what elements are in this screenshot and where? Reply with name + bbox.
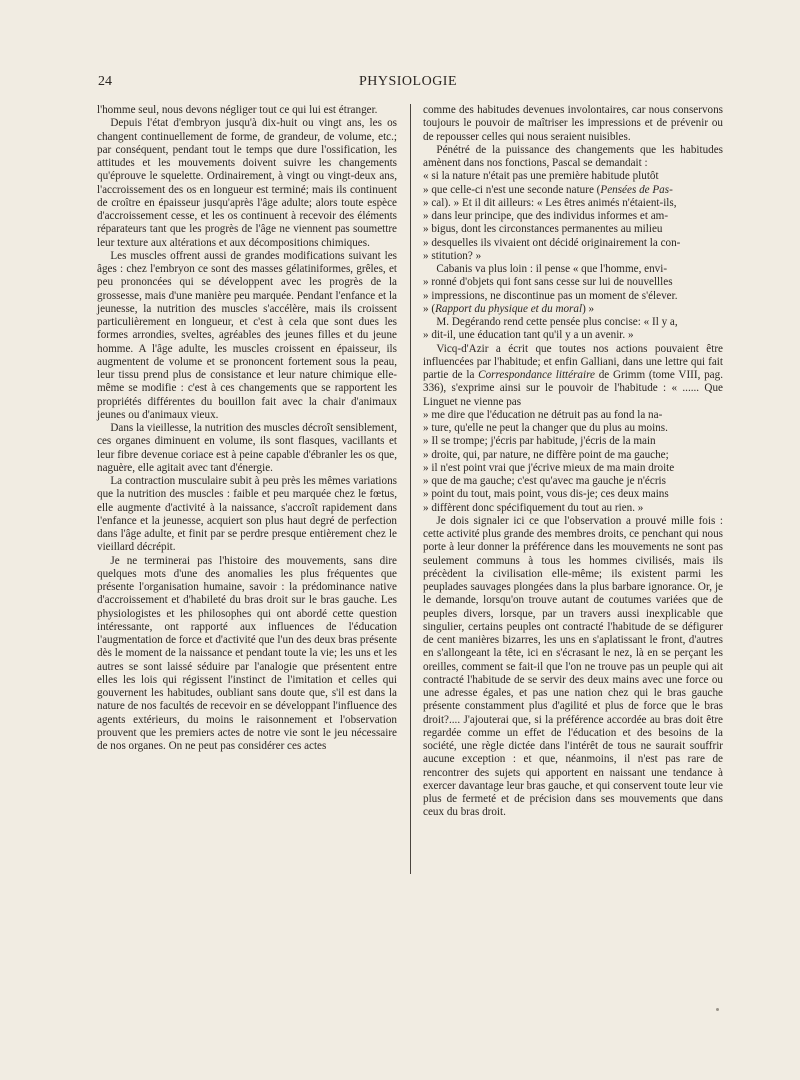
quote-line: » Il se trompe; j'écris par habitude, j'écris de la main xyxy=(423,435,656,448)
paragraph: Je ne terminerai pas l'histoire des mouvements, sans dire quelques mots d'une des anomalies les plus fréquentes que présente l'organisation humaine, savoir : la prédominance native d'accroissement et d'habileté du bras droit sur le bras gauche. Les physiologistes et les philosophes qui ont abordé cette question intéressante, ont rapporté aux influences de l'éducation l'augmentation de force et d'activité que l'un des deux bras présente dès le moment de la naissance et pendant toute la vie; les uns et les autres se sont laissé séduire par l'analogie que présentent entre elles les lois qui régissent l'instinct de l'imitation et celles qui gouvernent les habitudes, oubliant sans doute que, s'il est dans la nature de nos facultés de recevoir en se développant l'influence des agents extérieurs, du moins le raisonnement et l'observation prouvent que les premiers actes de notre vie sont le jeu nécessaire de nos organes. On ne peut pas considérer ces actes xyxy=(97,554,397,752)
galliani-quote xyxy=(423,409,723,515)
book-title: Pensées de Pas- xyxy=(600,183,673,196)
running-title: PHYSIOLOGIE xyxy=(358,74,458,89)
quote-line: » (Rapport du physique et du moral) » xyxy=(423,302,595,315)
cabanis-quote xyxy=(423,276,723,316)
quote-line: » stitution? » xyxy=(423,249,482,262)
quote-line: » dit-il, une éducation tant qu'il y a un avenir. » xyxy=(423,329,634,342)
quote-line: » ture, qu'elle ne peut la changer que du plus au moins. xyxy=(423,422,668,434)
quote-line: « si la nature n'était pas une première habitude plutôt xyxy=(423,170,659,183)
book-title: Rapport du physique et du moral xyxy=(435,302,583,315)
page-header xyxy=(98,74,718,96)
quote-line: » bigus, dont les circonstances permanentes au milieu xyxy=(423,223,663,236)
quote-line: » me dire que l'éducation ne détruit pas au fond la na- xyxy=(423,408,663,421)
paper-speck xyxy=(716,1008,719,1011)
paragraph-pascal xyxy=(423,144,723,171)
paragraph: Depuis l'état d'embryon jusqu'à dix-huit ou vingt ans, les os changent continuellement de forme, de grandeur, de volume, etc.; par conséquent, pendant tout le temps que dure l'ossification, les attitudes et les mouvements doivent suivre les changements qu'éprouve le squelette. Ordinairement, à vingt ou vingt-deux ans, l'accroissement des os en longueur est terminé; mais ils continuent de croître en épaisseur jusqu'après l'âge adulte; alors toute espèce d'accroissement cesse, et les os continuent à recevoir des éléments réparateurs tant que les progrès de l'âge ne viennent pas soumettre leur texture aux altérations et aux décompositions chimiques. xyxy=(97,117,397,249)
quote-line: » impressions, ne discontinue pas un moment de s'élever. xyxy=(423,289,678,302)
paragraph: Dans la vieillesse, la nutrition des muscles décroît sensiblement, ces organes diminuent en volume, ils sont flasques, vacillants et leur fibre devenue coriace est à peine capable d'ébranler les os que, naguère, elle agitait avec tant d'énergie. xyxy=(97,422,397,474)
quote-line: » ronné d'objets qui font sans cesse sur lui de nouvellles xyxy=(423,276,673,289)
paragraph: comme des habitudes devenues involontaires, car nous conservons toujours le pouvoir de maîtriser les impressions et de prévenir ou de repousser celles qui nous seraient nuisibles. xyxy=(423,104,723,143)
paragraph: Je dois signaler ici ce que l'observation a prouvé mille fois : cette activité plus grande des membres droits, ce penchant qui nous porte à leur donner la préférence dans les mouvements ne sont pas seulement communs à tous les hommes civilisés, mais ils précèdent la civilisation elle-même; ils existent parmi les peuplades sauvages plongées dans la plus barbare ignorance. Or, je le demande, lorsqu'on trouve autant de coutumes variées que de peuples divers, lorsque, par un travers aussi inexplicable que singulier, certains peuples ont contracté l'habitude de se défigurer de cent manières bizarres, les uns en s'aplatissant le front, d'autres en s'allongeant la tête, ici en s'écrasant le nez, là en se perçant les oreilles, comment se fait-il que l'on ne trouve pas un peuple qui ait contracté l'habitude de se servir des deux mains avec une force ou une adresse égales, et pas une nation chez qui le bras gauche présente constamment plus d'agilité et plus de force que le bras droit?.... J'ajouterai que, si la préférence accordée au bras doit être regardée comme un effet de l'éducation et des besoins de la société, une règle dictée dans l'intérêt de tous ne saurait souffrir aucune exception : et que, néanmoins, il n'est pas rare de rencontrer des sujets qui apportent en naissant une tendance à exercer davantage leur bras gauche, et qui conservent toute leur vie plus de fermeté et de précision dans ses mouvements que dans ceux du bras droit. xyxy=(423,514,723,819)
quote-line: » diffèrent donc spécifiquement du tout au rien. » xyxy=(423,501,644,514)
page-number: 24 xyxy=(98,74,112,89)
paragraph-cabanis: Cabanis va plus loin : il pense « que l'homme, envi- xyxy=(436,263,668,275)
book-title: Correspondance littéraire xyxy=(478,369,595,381)
quote-line: » que de ma gauche; c'est qu'avec ma gauche je n'écris xyxy=(423,475,666,487)
pascal-quote xyxy=(423,170,723,263)
quote-line: » point du tout, mais point, vous dis-je; ces deux mains xyxy=(423,488,669,501)
pascal-intro: Pénétré de la puissance des changements que les habitudes amènent dans nos fonctions, Pascal se demandait : xyxy=(423,143,723,169)
paragraph-degerando: M. Degérando rend cette pensée plus concise: « Il y a, xyxy=(436,316,678,328)
quote-line: » cal). » Et il dit ailleurs: « Les êtres animés n'étaient-ils, xyxy=(423,196,677,209)
right-column xyxy=(423,104,723,820)
quote-line: » il n'est point vrai que j'écrive mieux de ma main droite xyxy=(423,461,675,474)
left-column xyxy=(97,104,397,753)
quote-line: » que celle-ci n'est une seconde nature (Pensées de Pas- xyxy=(423,183,673,196)
column-divider xyxy=(410,104,411,874)
quote-line: » droite, qui, par nature, ne diffère point de ma gauche; xyxy=(423,448,669,461)
degerando-quote xyxy=(423,329,723,342)
quote-line: » dans leur principe, que des individus informes et am- xyxy=(423,210,669,222)
paragraph-vicq: Vicq-d'Azir a écrit que toutes nos actions pouvaient être influencées par l'habitude; et enfin Galliani, dans une lettre qui fait partie de la Correspondance littéraire de Grimm (tome VIII, pag. 336), s'exprime ainsi sur le pouvoir de l'habitude : « ...... Que Linguet ne vienne pas xyxy=(423,342,723,408)
paragraph: La contraction musculaire subit à peu près les mêmes variations que la nutrition des muscles : faible et peu marquée chez le fœtus, elle augmente d'activité à la naissance, s'accroît rapidement dans l'enfance et la jeunesse, acquiert son plus haut degré de perfection dans l'âge adulte, et finit par se perdre presque entièrement chez le vieillard décrépit. xyxy=(97,475,397,554)
paragraph: l'homme seul, nous devons négliger tout ce qui lui est étranger. xyxy=(97,104,378,116)
paragraph: Les muscles offrent aussi de grandes modifications suivant les âges : chez l'embryon ce sont des masses gélatiniformes, grêles, et peu prononcées qui se développent avec les progrès de la grossesse, mais d'une manière peu marquée. Pendant l'enfance et la jeunesse, la nutrition des muscles s'accélère, mais ils croissent particulièrement en longueur, et c'est à cela que sont dues les formes arrondies, sveltes, agréables des jeunes filles et du jeune homme. A l'âge adulte, les muscles croissent en épaisseur, ils augmentent de volume et se prononcent fortement sous la peau, leur tissu prend plus de consistance et leur nature chimique elle-même se modifie : c'est à ces changements que se rapportent les propriétés différentes du bouillon fait avec la chair d'animaux jeunes ou d'animaux vieux. xyxy=(97,249,397,421)
quote-line: » desquelles ils vivaient ont décidé originairement la con- xyxy=(423,236,681,249)
